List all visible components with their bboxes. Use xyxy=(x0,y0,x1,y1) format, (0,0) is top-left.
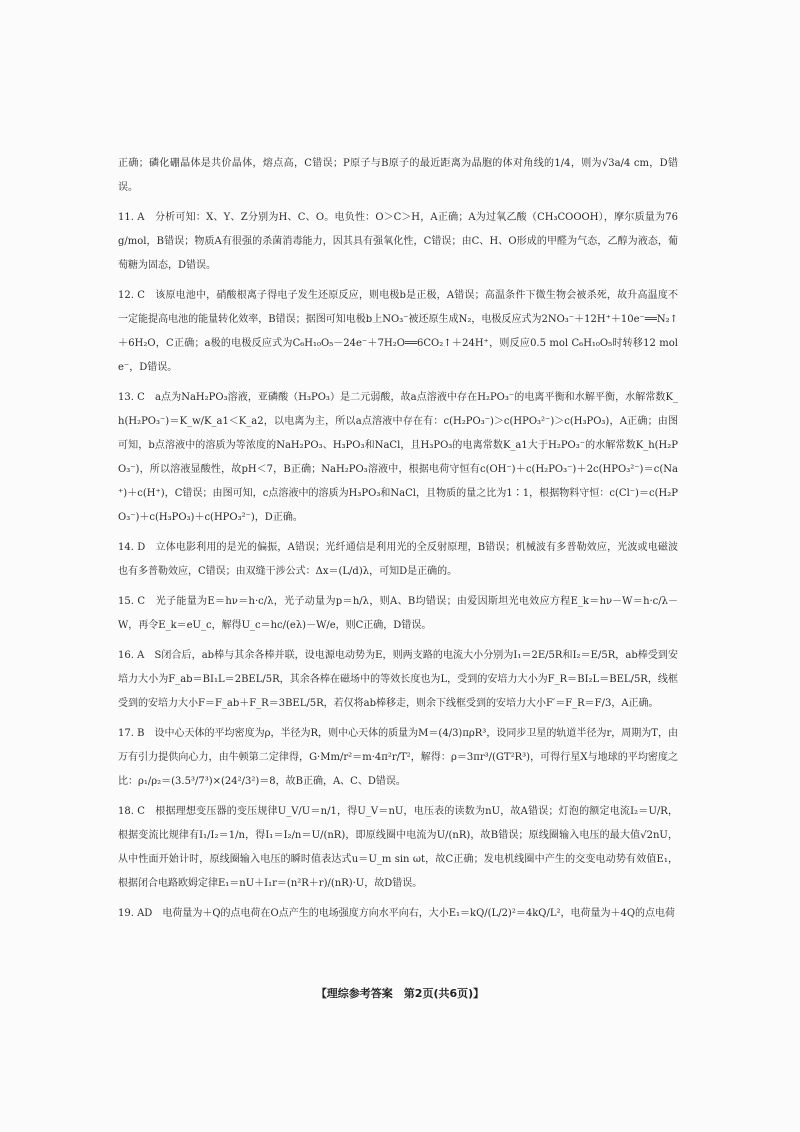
answer-17: 17. B 设中心天体的平均密度为ρ，半径为R，则中心天体的质量为M＝(4/3)πρR³，设同步卫星的轨道半径为r，周期为T，由万有引力提供向心力，由牛顿第二定律得，G·Mm/r²＝m·4π²r/T²，解得：ρ＝3πr³/(GT²R³)，可得行星X与地球的平均密度之比：ρ₁/ρ₂＝(3.5³/7³)×(24²/3²)＝8，故B正确，A、C、D错误。 xyxy=(118,728,678,787)
answer-18: 18. C 根据理想变压器的变压规律U_V/U＝n/1，得U_V＝nU，电压表的读数为nU，故A错误；灯泡的额定电流I₂＝U/R，根据变流比规律有I₁/I₂＝1/n，得I₁＝I₂/n＝U/(nR)，即原线圈中电流为U/(nR)，故B错误；原线圈输入电压的最大值√2nU，从中性面开始计时，原线圈输入电压的瞬时值表达式u＝U_m sin ωt，故C正确；发电机线圈中产生的交变电动势有效值E₁，根据闭合电路欧姆定律E₁＝nU＋I₁r＝(n²R＋r)/(nR)·U，故D错误。 xyxy=(118,806,678,889)
answer-15: 15. C 光子能量为E＝hν＝h·c/λ，光子动量为p＝h/λ，则A、B均错误；由爱因斯坦光电效应方程E_k＝hν－W＝h·c/λ－W，再令E_k＝eU_c，解得U_c＝hc/(eλ)－W/e，则C正确，D错误。 xyxy=(118,596,678,631)
answer-16: 16. A S闭合后，ab棒与其余各棒并联，设电源电动势为E，则两支路的电流大小分别为I₁＝2E/5R和I₂＝E/5R，ab棒受到安培力大小为F_ab＝BI₁L＝2BEL/5R，其余各棒在磁场中的等效长度也为L，受到的安培力大小为F_R＝BI₂L＝BEL/5R，线框受到的安培力大小F＝F_ab＋F_R＝3BEL/5R，若仅将ab棒移走，则余下线框受到的安培力大小F′＝F_R＝F/3，A正确。 xyxy=(118,650,678,709)
continuation-text: 正确；磷化硼晶体是共价晶体，熔点高，C错误；P原子与B原子的最近距离为晶胞的体对角线的1/4，则为√3a/4 cm，D错误。 xyxy=(118,158,678,193)
answer-content xyxy=(118,152,678,932)
answer-13: 13. C a点为NaH₂PO₃溶液，亚磷酸（H₃PO₃）是二元弱酸，故a点溶液中存在H₂PO₃⁻的电离平衡和水解平衡，水解常数K_h(H₂PO₃⁻)＝K_w/K_a1＜K_a2，以电离为主，所以a点溶液中存在有：c(H₂PO₃⁻)＞c(HPO₃²⁻)＞c(H₃PO₃)，A正确；由图可知，b点溶液中的溶质为等浓度的NaH₂PO₃、H₃PO₃和NaCl，且H₃PO₃的电离常数K_a1大于H₂PO₃⁻的水解常数K_h(H₂PO₃⁻)，所以溶液显酸性，故pH＜7，B正确；NaH₂PO₃溶液中，根据电荷守恒有c(OH⁻)＋c(H₂PO₃⁻)＋2c(HPO₃²⁻)＝c(Na⁺)＋c(H⁺)，C错误；由图可知，c点溶液中的溶质为H₃PO₃和NaCl，且物质的量之比为1∶1，根据物料守恒：c(Cl⁻)＝c(H₂PO₃⁻)＋c(H₃PO₃)＋c(HPO₃²⁻)，D正确。 xyxy=(118,392,678,523)
answer-14: 14. D 立体电影利用的是光的偏振，A错误；光纤通信是利用光的全反射原理，B错误；机械波有多普勒效应，光波或电磁波也有多普勒效应，C错误；由双缝干涉公式：Δx＝(L/d)λ，可知D是正确的。 xyxy=(118,542,678,577)
answer-11: 11. A 分析可知：X、Y、Z分别为H、C、O。电负性：O＞C＞H，A正确；A为过氧乙酸（CH₃COOOH），摩尔质量为76 g/mol，B错误；物质A有很强的杀菌消毒能力，因其具有强氧化性，C错误；由C、H、O形成的甲醛为气态，乙醇为液态，葡萄糖为固态，D错误。 xyxy=(118,212,678,271)
page-footer: 【理综参考答案 第2页(共6页)】 xyxy=(315,987,485,1000)
answer-12: 12. C 该原电池中，硝酸根离子得电子发生还原反应，则电极b是正极，A错误；高温条件下微生物会被杀死，故升高温度不一定能提高电池的能量转化效率，B错误；据图可知电极b上NO₃⁻被还原生成N₂，电极反应式为2NO₃⁻＋12H⁺＋10e⁻══N₂↑＋6H₂O，C正确；a极的电极反应式为C₆H₁₀O₅－24e⁻＋7H₂O══6CO₂↑＋24H⁺，则反应0.5 mol C₆H₁₀O₅时转移12 mol e⁻，D错误。 xyxy=(118,290,678,373)
answer-19: 19. AD 电荷量为＋Q的点电荷在O点产生的电场强度方向水平向右，大小E₁＝kQ/(L/2)²＝4kQ/L²，电荷量为＋4Q的点电荷 xyxy=(118,908,676,919)
